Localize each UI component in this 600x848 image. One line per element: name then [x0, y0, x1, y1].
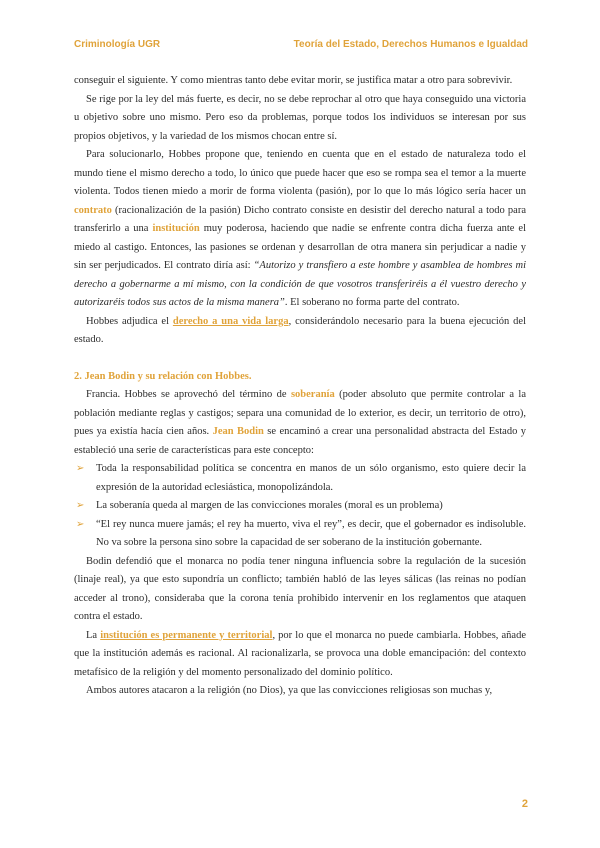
contract-quote: “Autorizo y transfiero a este hombre y asamblea de hombres mi derecho a gobernarme a mí mismo, con la condición de que vosotros transferiréis a él vuestro derecho y autorizaréis todos sus actos de la misma manera”	[74, 260, 526, 308]
list-item	[76, 497, 526, 516]
list-item	[76, 516, 526, 553]
paragraph-1: conseguir el siguiente. Y como mientras tanto debe evitar morir, se justifica matar a otro para sobrevivir.	[74, 75, 513, 86]
p3-text-d: . El soberano no forma parte del contrato.	[284, 297, 460, 308]
header-right-title: Teoría del Estado, Derechos Humanos e Igualdad	[293, 39, 528, 50]
term-institucion: institución	[152, 223, 200, 234]
list-item-text: “El rey nunca muere jamás; el rey ha muerto, viva el rey”, es decir, que el gobernador es indisoluble. No va sobre la persona sino sobre la capacidad de ser soberano de la institución gobernante.	[96, 518, 526, 548]
section-2-title: 2. Jean Bodin y su relación con Hobbes.	[74, 370, 252, 382]
p5-text-c: se encaminó a crear una personalidad abstracta del Estado y estableció una serie de características para este concepto:	[74, 426, 526, 456]
p3-text-a: Para solucionarlo, Hobbes propone que, teniendo en cuenta que en el estado de naturaleza todo el mundo tiene el mismo derecho a todo, lo único que puede hacer que eso se rompa sea el temor a la muerte violenta. Todos tienen miedo a morir de forma violenta (pasión), por lo que lo más lógico sería hacer un	[74, 149, 526, 197]
term-institucion-permanente: institución es permanente y territorial	[100, 629, 273, 641]
p3-text-b: (racionalización de la pasión) Dicho contrato consiste en desistir del derecho natural a todo para transferirlo a una	[74, 204, 526, 234]
paragraph-4	[74, 313, 526, 350]
paragraph-7	[74, 627, 526, 683]
list-item-text: Toda la responsabilidad política se concentra en manos de un sólo organismo, esto quiere decir la expresión de la autoridad eclesiástica, monopolizándola.	[96, 463, 526, 493]
term-contrato: contrato	[74, 204, 112, 216]
p4-text-a: Hobbes adjudica el	[86, 315, 173, 327]
document-body	[74, 72, 526, 701]
p4-text-b: , considerándolo necesario para la buena ejecución del estado.	[74, 315, 526, 345]
list-item-text: La soberanía queda al margen de las convicciones morales (moral es un problema)	[96, 500, 443, 511]
p5-text-b: (poder absoluto que permite controlar a la población mediante reglas y castigos; separa una comunidad de lo exterior, es decir, un territorio de otro), pues ya existía hacía cien años.	[74, 389, 526, 437]
term-jean-bodin: Jean Bodin	[212, 426, 264, 437]
paragraph-8: Ambos autores atacaron a la religión (no Dios), ya que las convicciones religiosas son muchas y,	[86, 685, 493, 696]
arrow-bullet-icon: ➢	[76, 500, 85, 511]
p5-text-a: Francia. Hobbes se aprovechó del término de	[86, 389, 291, 400]
characteristics-list	[74, 460, 526, 553]
header-left-title: Criminología UGR	[74, 39, 161, 50]
term-derecho-vida-larga: derecho a una vida larga	[172, 315, 289, 327]
arrow-bullet-icon: ➢	[76, 463, 85, 474]
page-number: 2	[521, 798, 528, 810]
p7-text-a: La	[86, 629, 101, 641]
p3-text-c: muy poderosa, haciendo que nadie se enfrente contra dicha fuerza ante el miedo al castigo. Entonces, las pasiones se ordenan y desarrollan de otra manera sin perjudicar a nadie y sin ser perjudicados. El contrato diría así:	[74, 223, 526, 271]
arrow-bullet-icon: ➢	[76, 518, 85, 530]
paragraph-2: Se rige por la ley del más fuerte, es decir, no se debe reprochar al otro que haya conseguido una victoria u objetivo sobre uno mismo. Pero eso da problemas, porque todos los individuos se interesan por sus propios objetivos, y la variedad de los mismos chocan entre sí.	[74, 93, 526, 142]
list-item	[76, 460, 526, 497]
paragraph-3	[74, 146, 526, 313]
paragraph-5	[74, 386, 526, 460]
paragraph-6: Bodin defendió que el monarca no podía tener ninguna influencia sobre la regulación de la sucesión (linaje real), ya que esto supondría un conflicto; también habló de las leyes sálicas (las reinas no podían acceder al trono), consideraba que la corona tenía prohibido intervenir en los reglamentos que ataquen contra el estado.	[74, 555, 526, 622]
p7-text-b: , por lo que el monarca no puede cambiarla. Hobbes, añade que la institución además es racional. Al racionalizarla, se provoca una doble emancipación: del contexto metafísico de la religión y del momento personalizado del dominio político.	[74, 629, 526, 678]
term-soberania: soberanía	[290, 389, 335, 400]
